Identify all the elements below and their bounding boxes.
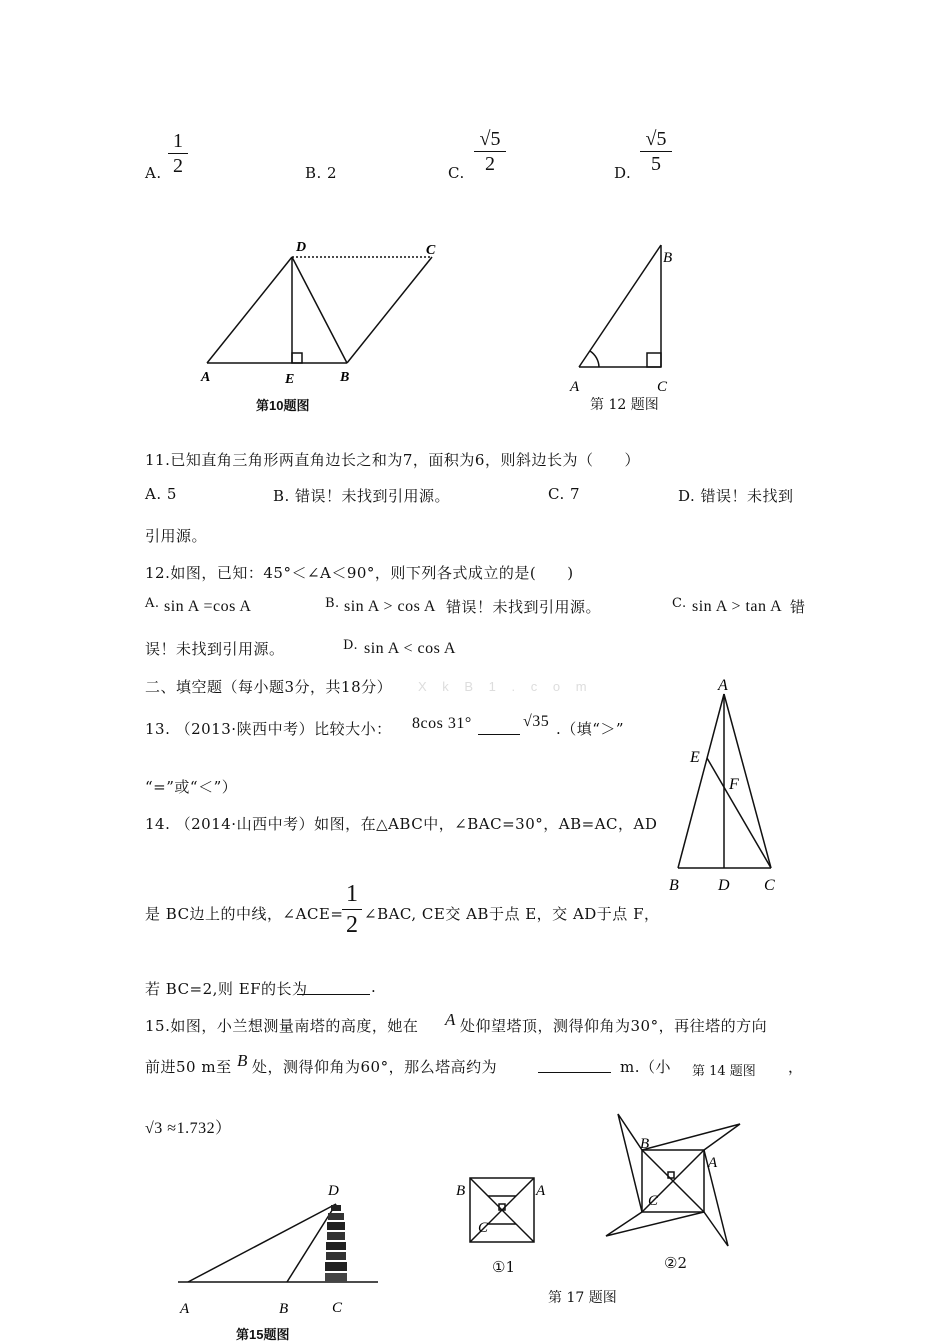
q14-line3-end: . [371, 978, 377, 996]
option-a-fraction: 1 2 [168, 130, 188, 177]
q13-expr-right: √35 [523, 713, 550, 730]
fig10-label-a: A [201, 370, 211, 385]
option-a-label: A. [145, 164, 162, 182]
q12-option-d-expr: sin A < cos A [364, 640, 456, 657]
fig14-label-f: F [729, 776, 739, 793]
q14-line2-pre: 是 BC边上的中线，∠ACE= [145, 905, 344, 923]
fig17-1-label-a: A [536, 1183, 546, 1199]
figure-14 [660, 672, 790, 900]
fig12-label-b: B [663, 250, 673, 266]
option-d-fraction: √5 5 [640, 128, 672, 175]
fig15-label-c: C [332, 1300, 343, 1316]
section2-heading: 二、填空题（每小题3分，共18分） [145, 678, 393, 696]
fig14-label-c: C [764, 877, 775, 894]
fig17-1-label-b: B [456, 1183, 466, 1199]
q15-line3: √3 ≈1.732） [145, 1120, 232, 1137]
q12-option-b-expr: sin A > cos A [344, 598, 436, 615]
fig12-label-a: A [570, 379, 580, 395]
fig17-sub1: ①1 [492, 1258, 515, 1276]
fig14-label-a: A [718, 677, 728, 694]
q12-option-a-expr: sin A =cos A [164, 598, 252, 615]
fig10-label-b: B [340, 370, 350, 385]
fig10-label-e: E [285, 372, 295, 387]
q12-option-b-label: B. [325, 596, 340, 611]
fig14-caption: 第 14 题图 [692, 1064, 756, 1079]
option-c-fraction: √5 2 [474, 128, 506, 175]
q11-stem: 11.已知直角三角形两直角边长之和为7，面积为6，则斜边长为（ ） [145, 451, 640, 469]
q14-line1: 14. （2014·山西中考）如图，在△ABC中，∠BAC=30°，AB=AC，AD [145, 815, 658, 833]
q15-line2-end: ， [788, 1058, 804, 1076]
watermark: X k B 1 . c o m [418, 679, 593, 694]
q12-option-a-label: A. [145, 596, 160, 611]
fig15-label-a: A [180, 1301, 190, 1317]
fig17-sub2: ②2 [664, 1254, 687, 1272]
fig10-caption: 第10题图 [256, 398, 310, 413]
q14-fraction: 1 2 [342, 880, 362, 939]
fig17-2-label-c: C [648, 1193, 659, 1209]
q12-option-c-cont: 误！未找到引用源。 [145, 640, 285, 658]
figure-15 [170, 1175, 380, 1343]
q14-blank [297, 980, 370, 995]
fig12-label-c: C [657, 379, 668, 395]
fig17-2-label-a: A [708, 1155, 718, 1171]
q15-line2-pre: 前进50 m至 [145, 1058, 232, 1076]
q15-line2-mid: 处，测得仰角为60°，那么塔高约为 [252, 1058, 498, 1076]
q11-option-d-cont: 引用源。 [145, 527, 208, 545]
q11-option-c: C. 7 [548, 485, 581, 503]
q15-point-a: A [445, 1010, 456, 1029]
fig14-label-e: E [690, 749, 700, 766]
q12-option-c-expr: sin A > tan A [692, 598, 783, 615]
q13-blank [478, 720, 520, 735]
q15-point-b: B [237, 1051, 248, 1070]
q15-line2-unit: m.（小 [620, 1058, 671, 1076]
q15-line1-post: 处仰望塔顶，测得仰角为30°，再往塔的方向 [460, 1017, 768, 1035]
q11-option-d: D. 错误！未找到 [678, 487, 794, 505]
fig17-1-label-c: C [478, 1220, 489, 1236]
q12-stem: 12.如图，已知：45°＜∠A＜90°，则下列各式成立的是( ) [145, 564, 574, 582]
option-d-label: D. [614, 164, 632, 182]
fig14-label-b: B [669, 877, 679, 894]
tower-icon [325, 1205, 347, 1282]
q12-option-b-tail: 错误！未找到引用源。 [446, 598, 602, 616]
fig10-label-d: D [296, 240, 307, 255]
q13-line2: “=”或“＜”） [145, 778, 238, 796]
fig15-label-b: B [279, 1301, 289, 1317]
figure-17-1 [450, 1172, 560, 1252]
fig10-label-c: C [426, 243, 436, 258]
fig17-caption: 第 17 题图 [548, 1290, 617, 1306]
q12-option-c-label: C. [672, 596, 687, 611]
fig15-caption: 第15题图 [236, 1327, 290, 1342]
q12-option-d-label: D. [343, 638, 359, 653]
figure-17-2 [600, 1110, 745, 1250]
option-c-label: C. [448, 164, 465, 182]
q15-line1-pre: 15.如图，小兰想测量南塔的高度，她在 [145, 1017, 419, 1035]
q15-blank [538, 1058, 611, 1073]
option-b: B. 2 [305, 164, 338, 182]
q11-option-b: B. 错误！未找到引用源。 [273, 487, 451, 505]
fig12-caption: 第 12 题图 [590, 397, 659, 413]
q13-expr-left: 8cos 31° [412, 715, 472, 732]
fig14-label-d: D [718, 877, 730, 894]
fig15-label-d: D [328, 1183, 339, 1199]
q14-line3: 若 BC=2,则 EF的长为 [145, 980, 308, 998]
figure-10 [195, 235, 455, 415]
q12-option-c-tail: 错 [790, 598, 806, 616]
q11-option-a: A. 5 [145, 485, 177, 503]
q13-suffix: .（填“＞” [556, 720, 625, 738]
fig17-2-label-b: B [640, 1136, 650, 1152]
q13-prefix: 13. （2013·陕西中考）比较大小： [145, 720, 392, 738]
figure-12 [565, 235, 685, 395]
q14-line2-post: ∠BAC, CE交 AB于点 E，交 AD于点 F， [364, 905, 660, 923]
